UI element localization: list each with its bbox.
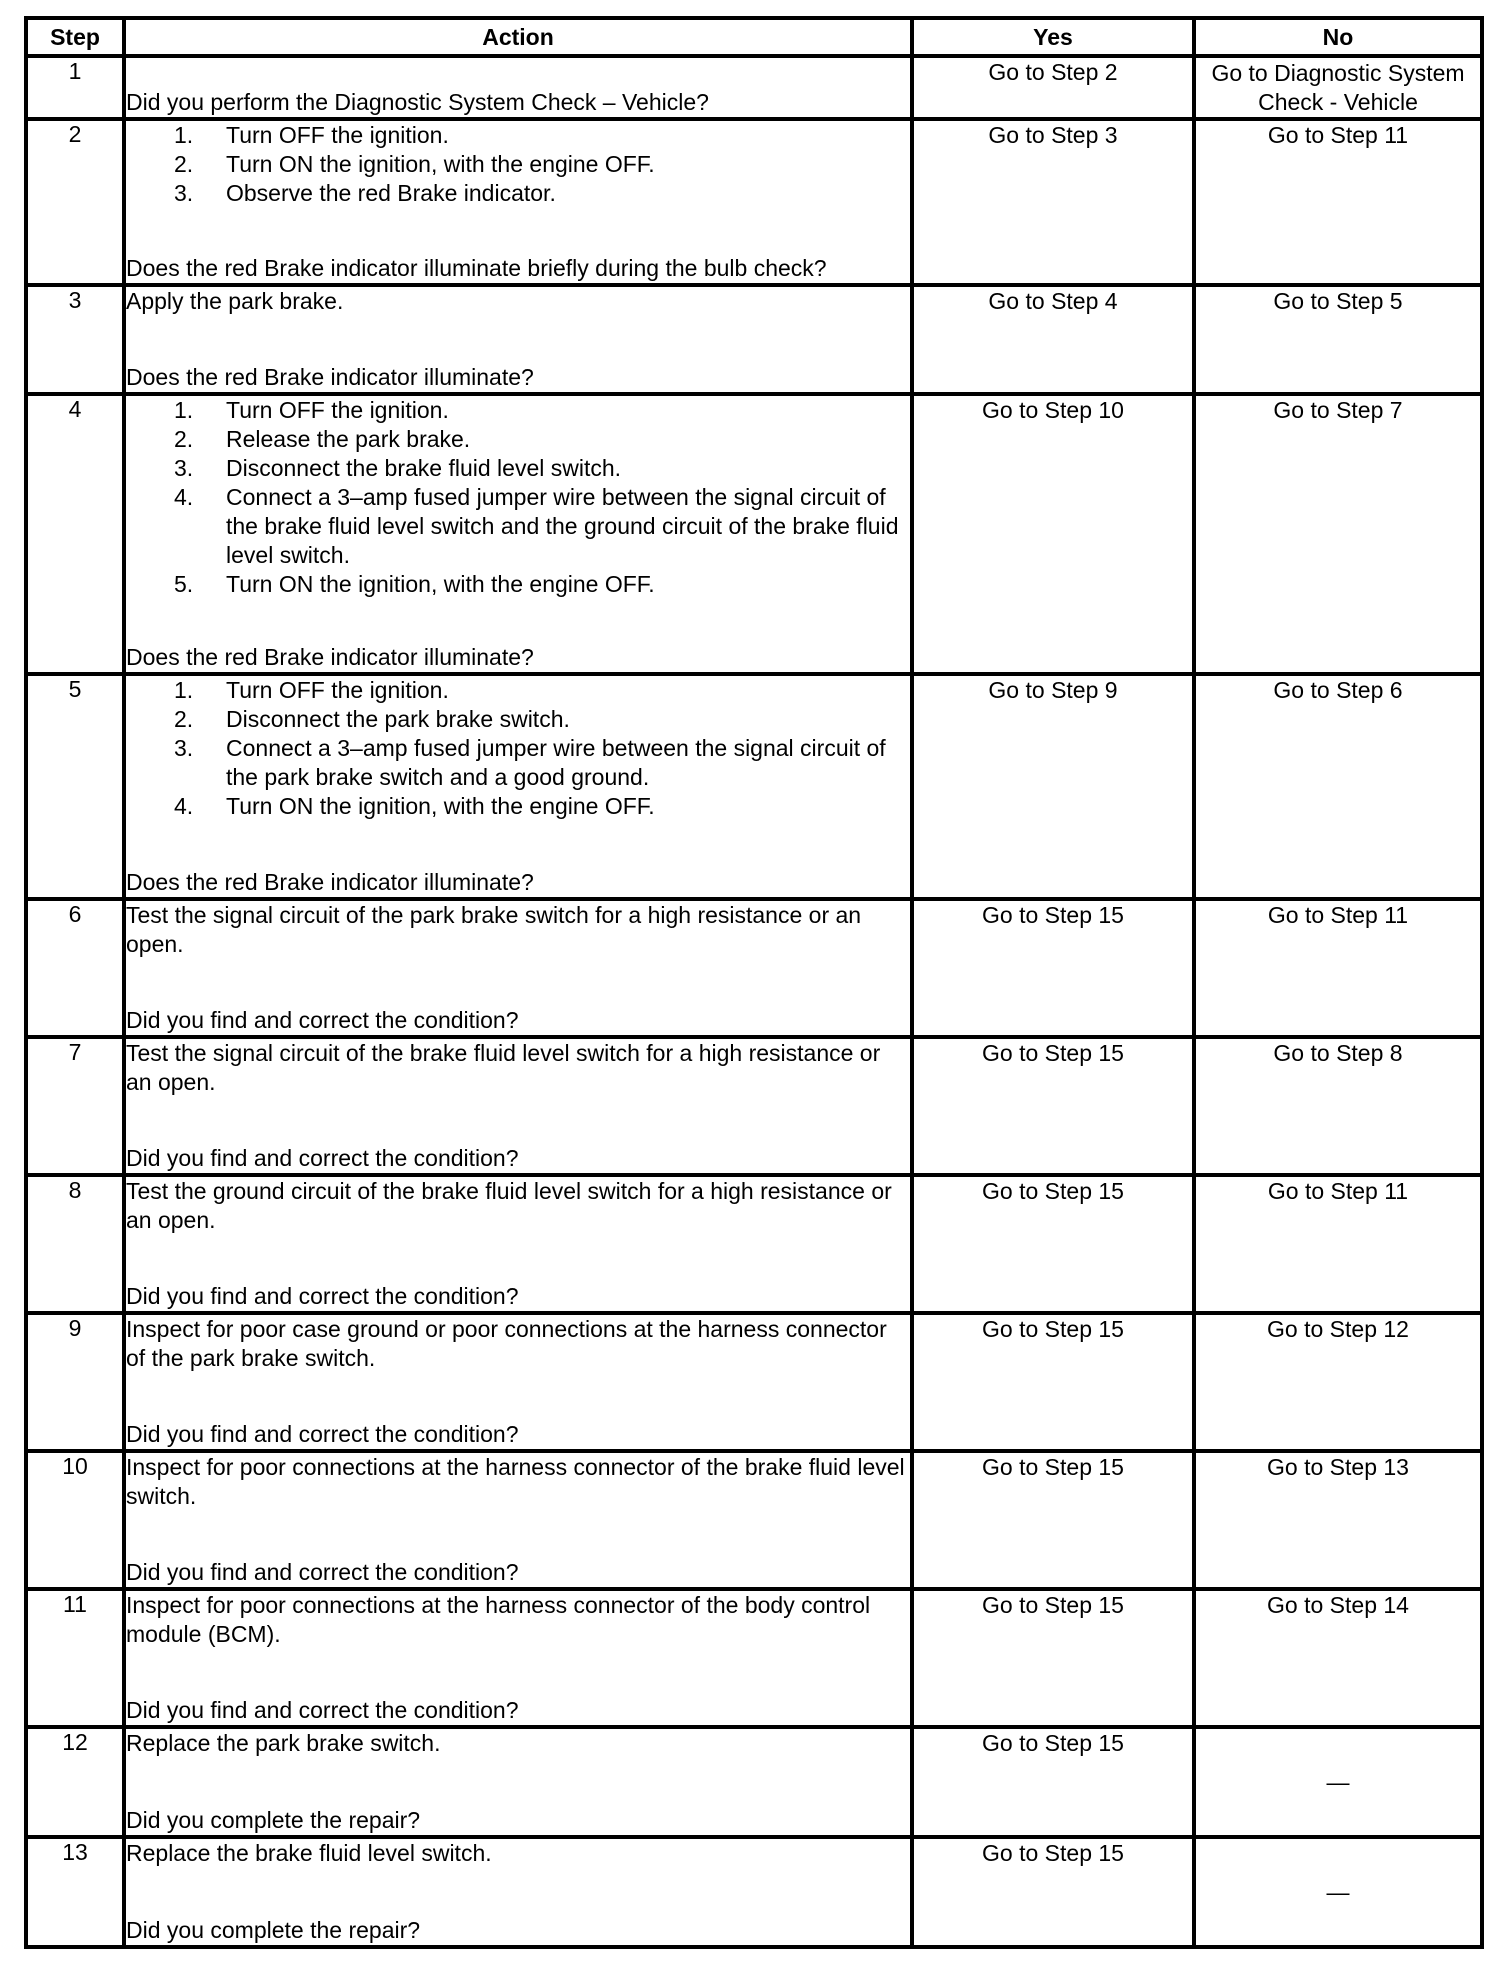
- action-question: Did you find and correct the condition?: [126, 1145, 519, 1171]
- action-instruction: Test the ground circuit of the brake fluid level switch for a high resistance or an open.: [126, 1178, 892, 1233]
- header-yes: Yes: [912, 18, 1194, 56]
- procedure-item: [174, 425, 910, 454]
- procedure-item: [174, 483, 910, 570]
- diagnostic-table: [24, 16, 1484, 1949]
- procedure-item-text: Connect a 3–amp fused jumper wire between the signal circuit of the park brake switch and a good ground.: [226, 735, 886, 790]
- table-row: [26, 394, 1482, 674]
- step-number: 8: [26, 1175, 124, 1313]
- procedure-item-number: 4.: [174, 793, 194, 819]
- action-cell: [124, 285, 912, 394]
- yes-result: Go to Step 9: [912, 674, 1194, 899]
- header-step: Step: [26, 18, 124, 56]
- procedure-item-text: Turn OFF the ignition.: [226, 122, 449, 148]
- yes-result: Go to Step 15: [912, 1451, 1194, 1589]
- action-instruction: Apply the park brake.: [126, 288, 344, 314]
- table-row: [26, 1313, 1482, 1451]
- procedure-item-number: 2.: [174, 151, 194, 177]
- procedure-item-text: Disconnect the brake fluid level switch.: [226, 455, 622, 481]
- yes-result: Go to Step 2: [912, 56, 1194, 119]
- table-row: [26, 674, 1482, 899]
- action-instruction: Replace the brake fluid level switch.: [126, 1840, 492, 1866]
- procedure-item-number: 3.: [174, 455, 194, 481]
- procedure-item-number: 3.: [174, 180, 194, 206]
- table-row: [26, 285, 1482, 394]
- action-instruction: Inspect for poor case ground or poor connections at the harness connector of the park brake switch.: [126, 1316, 887, 1371]
- action-instruction: Test the signal circuit of the park brake switch for a high resistance or an open.: [126, 902, 862, 957]
- step-number: 3: [26, 285, 124, 394]
- table-row: [26, 899, 1482, 1037]
- step-number: 1: [26, 56, 124, 119]
- procedure-item-text: Turn OFF the ignition.: [226, 397, 449, 423]
- action-question: Did you perform the Diagnostic System Check – Vehicle?: [126, 89, 709, 115]
- procedure-item-number: 2.: [174, 426, 194, 452]
- action-cell: [124, 1837, 912, 1947]
- yes-result: Go to Step 10: [912, 394, 1194, 674]
- no-result: Go to Step 14: [1194, 1589, 1482, 1727]
- yes-result: Go to Step 3: [912, 119, 1194, 285]
- procedure-item: [174, 676, 910, 705]
- step-number: 4: [26, 394, 124, 674]
- action-question: Does the red Brake indicator illuminate briefly during the bulb check?: [126, 255, 827, 281]
- action-instruction: Inspect for poor connections at the harness connector of the brake fluid level switch.: [126, 1454, 905, 1509]
- action-question: Did you find and correct the condition?: [126, 1559, 519, 1585]
- procedure-item: [174, 454, 910, 483]
- procedure-item: [174, 121, 910, 150]
- no-result: Go to Step 11: [1194, 899, 1482, 1037]
- step-number: 7: [26, 1037, 124, 1175]
- no-result: Go to Step 11: [1194, 1175, 1482, 1313]
- action-question: Did you find and correct the condition?: [126, 1007, 519, 1033]
- procedure-item-text: Disconnect the park brake switch.: [226, 706, 570, 732]
- procedure-list: [126, 396, 910, 599]
- yes-result: Go to Step 15: [912, 1837, 1194, 1947]
- header-no: No: [1194, 18, 1482, 56]
- step-number: 2: [26, 119, 124, 285]
- table-row: [26, 119, 1482, 285]
- step-number: 13: [26, 1837, 124, 1947]
- action-question: Did you complete the repair?: [126, 1917, 421, 1943]
- procedure-item-text: Turn ON the ignition, with the engine OFF.: [226, 151, 655, 177]
- table-row: [26, 1837, 1482, 1947]
- yes-result: Go to Step 15: [912, 1313, 1194, 1451]
- yes-result: Go to Step 15: [912, 1037, 1194, 1175]
- action-cell: [124, 1175, 912, 1313]
- step-number: 12: [26, 1727, 124, 1837]
- no-result: Go to Step 5: [1194, 285, 1482, 394]
- procedure-item-number: 3.: [174, 735, 194, 761]
- procedure-list: [126, 676, 910, 821]
- action-question: Does the red Brake indicator illuminate?: [126, 644, 534, 670]
- procedure-item-number: 1.: [174, 122, 194, 148]
- action-instruction: Inspect for poor connections at the harness connector of the body control module (BCM).: [126, 1592, 871, 1647]
- header-row: [26, 18, 1482, 56]
- procedure-item: [174, 734, 910, 792]
- procedure-item-text: Observe the red Brake indicator.: [226, 180, 556, 206]
- procedure-item-text: Turn ON the ignition, with the engine OFF.: [226, 793, 655, 819]
- action-cell: [124, 1451, 912, 1589]
- header-action: Action: [124, 18, 912, 56]
- action-cell: [124, 899, 912, 1037]
- action-cell: [124, 1037, 912, 1175]
- procedure-item-number: 1.: [174, 397, 194, 423]
- action-question: Does the red Brake indicator illuminate?: [126, 364, 534, 390]
- no-result: Go to Step 7: [1194, 394, 1482, 674]
- procedure-item-text: Connect a 3–amp fused jumper wire between the signal circuit of the brake fluid level switch and the ground circuit of the brake fluid level switch.: [226, 484, 899, 568]
- action-question: Does the red Brake indicator illuminate?: [126, 869, 534, 895]
- procedure-list: [126, 121, 910, 208]
- procedure-item: [174, 396, 910, 425]
- action-cell: [124, 1313, 912, 1451]
- action-question: Did you find and correct the condition?: [126, 1421, 519, 1447]
- action-cell: [124, 1727, 912, 1837]
- procedure-item-text: Turn OFF the ignition.: [226, 677, 449, 703]
- procedure-item-text: Release the park brake.: [226, 426, 471, 452]
- no-result: Go to Step 11: [1194, 119, 1482, 285]
- procedure-item: [174, 570, 910, 599]
- step-number: 5: [26, 674, 124, 899]
- action-cell: [124, 674, 912, 899]
- procedure-item: [174, 150, 910, 179]
- no-result: Go to Step 6: [1194, 674, 1482, 899]
- action-cell: [124, 56, 912, 119]
- yes-result: Go to Step 15: [912, 1727, 1194, 1837]
- procedure-item-number: 5.: [174, 571, 194, 597]
- procedure-item: [174, 792, 910, 821]
- table-row: [26, 56, 1482, 119]
- action-question: Did you find and correct the condition?: [126, 1283, 519, 1309]
- no-result: Go to Step 8: [1194, 1037, 1482, 1175]
- action-cell: [124, 394, 912, 674]
- action-question: Did you find and correct the condition?: [126, 1697, 519, 1723]
- action-instruction: Replace the park brake switch.: [126, 1730, 441, 1756]
- action-instruction: Test the signal circuit of the brake fluid level switch for a high resistance or an open.: [126, 1040, 881, 1095]
- step-number: 11: [26, 1589, 124, 1727]
- procedure-item: [174, 179, 910, 208]
- step-number: 10: [26, 1451, 124, 1589]
- action-cell: [124, 1589, 912, 1727]
- step-number: 6: [26, 899, 124, 1037]
- action-question: Did you complete the repair?: [126, 1807, 421, 1833]
- no-result: Go to Diagnostic System Check - Vehicle: [1194, 56, 1482, 119]
- no-result: Go to Step 12: [1194, 1313, 1482, 1451]
- yes-result: Go to Step 4: [912, 285, 1194, 394]
- step-number: 9: [26, 1313, 124, 1451]
- procedure-item-number: 2.: [174, 706, 194, 732]
- yes-result: Go to Step 15: [912, 1175, 1194, 1313]
- table-row: [26, 1589, 1482, 1727]
- yes-result: Go to Step 15: [912, 1589, 1194, 1727]
- no-result: —: [1194, 1837, 1482, 1947]
- table-body: [26, 56, 1482, 1947]
- procedure-item-number: 1.: [174, 677, 194, 703]
- procedure-item: [174, 705, 910, 734]
- action-cell: [124, 119, 912, 285]
- table-row: [26, 1175, 1482, 1313]
- no-result: —: [1194, 1727, 1482, 1837]
- yes-result: Go to Step 15: [912, 899, 1194, 1037]
- procedure-item-text: Turn ON the ignition, with the engine OFF.: [226, 571, 655, 597]
- procedure-item-number: 4.: [174, 484, 194, 510]
- table-row: [26, 1451, 1482, 1589]
- no-result: Go to Step 13: [1194, 1451, 1482, 1589]
- table-row: [26, 1037, 1482, 1175]
- table-row: [26, 1727, 1482, 1837]
